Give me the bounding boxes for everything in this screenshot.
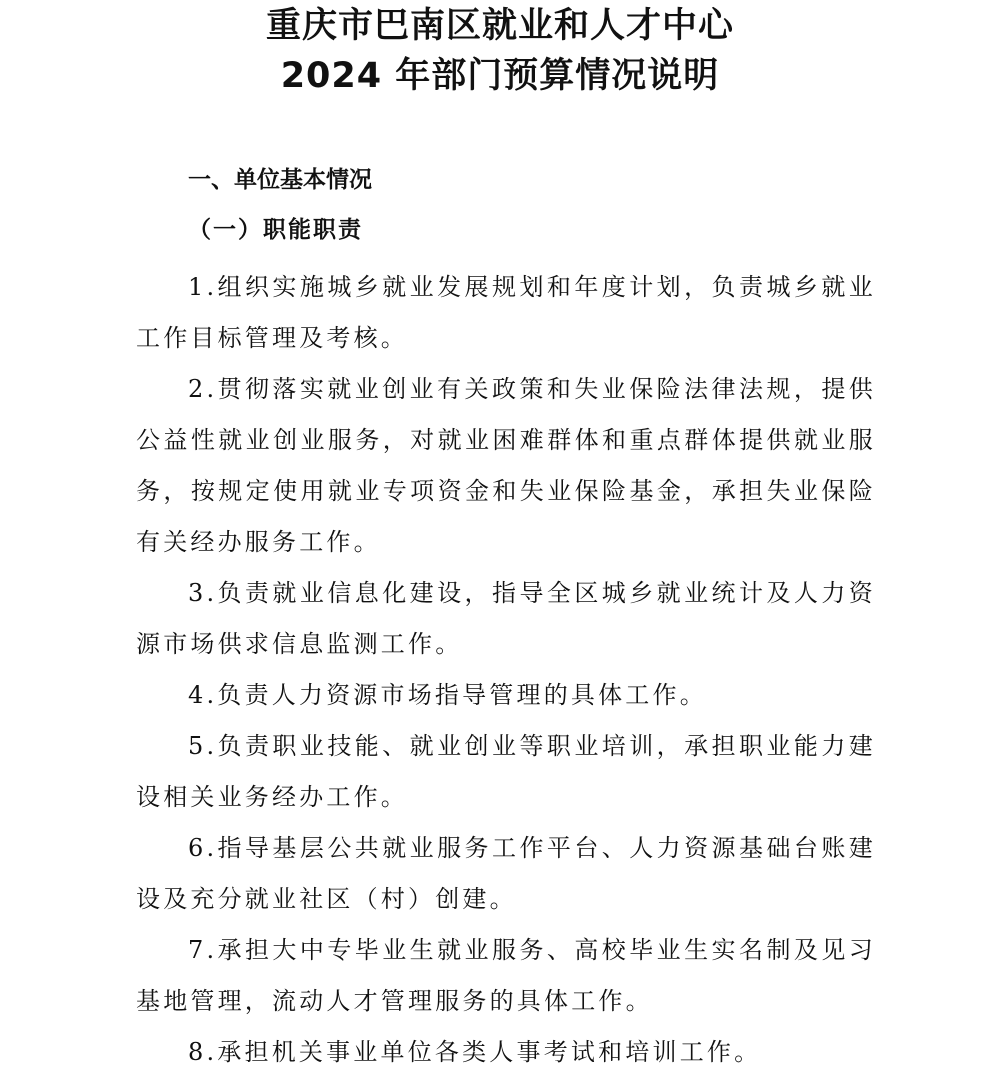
duty-item-3: 3.负责就业信息化建设，指导全区城乡就业统计及人力资源市场供求信息监测工作。	[136, 579, 876, 658]
duty-item-2: 2.贯彻落实就业创业有关政策和失业保险法律法规，提供公益性就业创业服务，对就业困难群体和重点群体提供就业服务，按规定使用就业专项资金和失业保险基金，承担失业保险有关经办服务工作。	[136, 375, 876, 556]
duty-item-6: 6.指导基层公共就业服务工作平台、人力资源基础台账建设及充分就业社区（村）创建。	[136, 834, 876, 913]
duty-item-7: 7.承担大中专毕业生就业服务、高校毕业生实名制及见习基地管理，流动人才管理服务的具体工作。	[136, 936, 876, 1015]
duty-item-5: 5.负责职业技能、就业创业等职业培训，承担职业能力建设相关业务经办工作。	[136, 732, 876, 811]
duty-item-8: 8.承担机关事业单位各类人事考试和培训工作。	[188, 1038, 762, 1066]
section-heading: 一、单位基本情况	[188, 167, 372, 193]
duty-item-4: 4.负责人力资源市场指导管理的具体工作。	[188, 681, 707, 709]
duties-list	[136, 262, 876, 1078]
document-title-line-1: 重庆市巴南区就业和人才中心	[265, 6, 734, 46]
subsection-heading: （一）职能职责	[188, 216, 363, 243]
duty-item-1: 1.组织实施城乡就业发展规划和年度计划，负责城乡就业工作目标管理及考核。	[136, 273, 876, 352]
document-title-line-2: 2024 年部门预算情况说明	[280, 56, 720, 96]
